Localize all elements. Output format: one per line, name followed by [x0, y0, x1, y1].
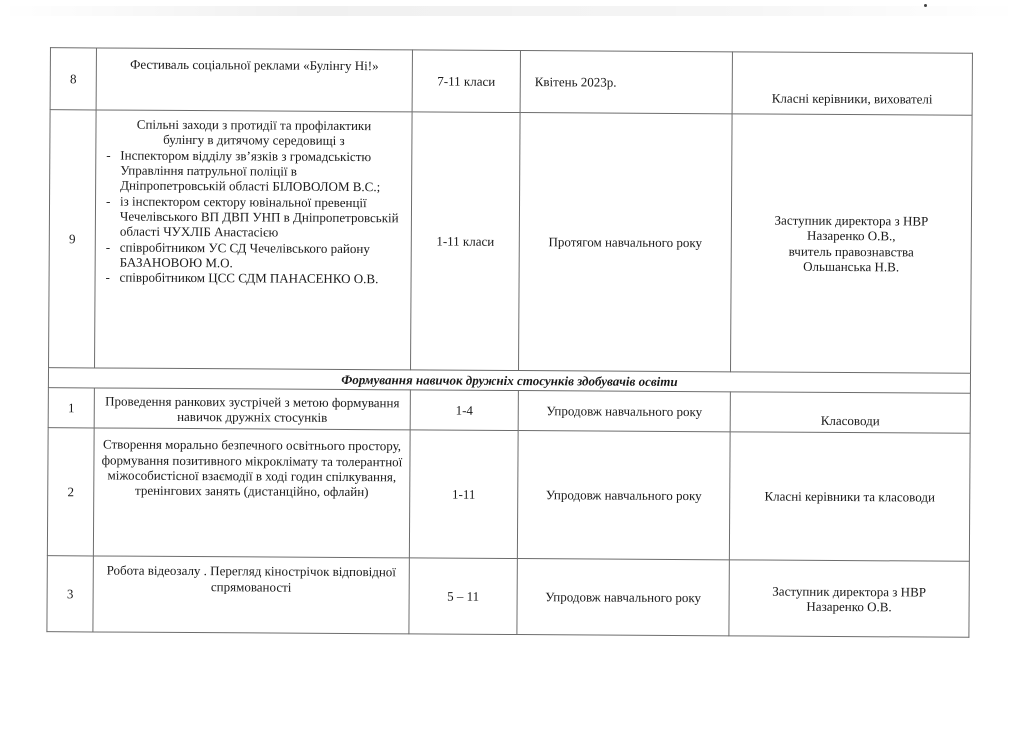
responsible-line: Заступник директора з НВР: [774, 212, 929, 229]
classes-cell: 5 – 11: [409, 558, 517, 635]
classes-cell: 7-11 класи: [412, 50, 520, 113]
term-cell: Квітень 2023р.: [520, 51, 732, 114]
partner-list: [102, 147, 406, 287]
event-text: Створення морально безпечного освітнього простору, формування позитивного мікроклімату та толерантної міжособистісної взаємодії в ході годин спілкування, тренінгових занять (дистанційно, офлайн): [101, 436, 403, 500]
classes-cell: 1-11: [409, 430, 518, 559]
responsible-line: Назаренко О.В.,: [807, 227, 896, 244]
event-cell: [93, 428, 410, 558]
responsible-line: Класні керівники та класоводи: [764, 488, 935, 505]
list-item: - Інспектором відділу зв’язків з громадськістю Управління патрульної поліції в Дніпропетровській області БІЛОВОЛОМ В.С.;: [102, 147, 405, 195]
term-cell: Упродовж навчального року: [517, 431, 730, 560]
responsible-line: Класоводи: [820, 412, 880, 429]
responsible-cell: [729, 560, 969, 637]
row-number: 8: [50, 48, 96, 110]
table-row: [47, 556, 969, 638]
classes-cell: 1-11 класи: [411, 112, 521, 371]
responsible-cell: [730, 392, 970, 433]
term-cell: Протягом навчального року: [519, 113, 733, 372]
section-title: Формування навичок дружніх стосунків здобувачів освіти: [48, 368, 970, 394]
table-row: [49, 110, 973, 374]
event-intro: Спільні заходи з протидії та профілактики булінгу в дитячому середовищі з: [136, 116, 372, 149]
table-row: [47, 428, 970, 562]
responsible-cell: [731, 114, 973, 373]
event-text: Проведення ранкових зустрічей з метою формування навичок дружніх стосунків: [105, 393, 400, 425]
list-item: - співробітником ЦСС СДМ ПАНАСЕНКО О.В.: [102, 270, 405, 287]
responsible-line: Класні керівники, вихователі: [771, 90, 933, 107]
responsible-line: Заступник директора з НВР: [772, 583, 927, 600]
term-cell: Упродовж навчального року: [517, 559, 729, 636]
responsible-cell: [729, 432, 970, 561]
term-cell: Упродовж навчального року: [518, 391, 730, 432]
row-number: 3: [47, 556, 93, 632]
event-cell: [94, 388, 410, 430]
activity-plan-table: [46, 47, 973, 638]
event-text: Робота відеозалу . Перегляд кінострічок відповідної спрямованості: [106, 562, 396, 595]
responsible-line: Ольшанська Н.В.: [803, 258, 900, 275]
table-row: [50, 48, 972, 116]
event-cell: [95, 110, 413, 370]
list-item: - із інспектором сектору ювінальної превенції Чечелівського ВП ДВП УНП в Дніпропетровській області ЧУХЛІБ Анастасією: [102, 193, 405, 241]
responsible-line: Назаренко О.В.: [806, 598, 892, 615]
event-cell: [93, 556, 409, 634]
row-number: 9: [49, 110, 97, 368]
responsible-cell: [732, 52, 972, 115]
list-item: - співробітником УС СД Чечелівського району БАЗАНОВОЮ М.О.: [102, 239, 405, 272]
row-number: 2: [47, 428, 94, 556]
event-text: Фестиваль соціальної реклами «Булінгу Ні!»: [130, 56, 379, 74]
classes-cell: 1-4: [410, 390, 518, 431]
table-row: [48, 388, 970, 434]
event-cell: [96, 48, 412, 112]
responsible-line: вчитель правознавства: [788, 243, 914, 259]
row-number: 1: [48, 388, 94, 428]
